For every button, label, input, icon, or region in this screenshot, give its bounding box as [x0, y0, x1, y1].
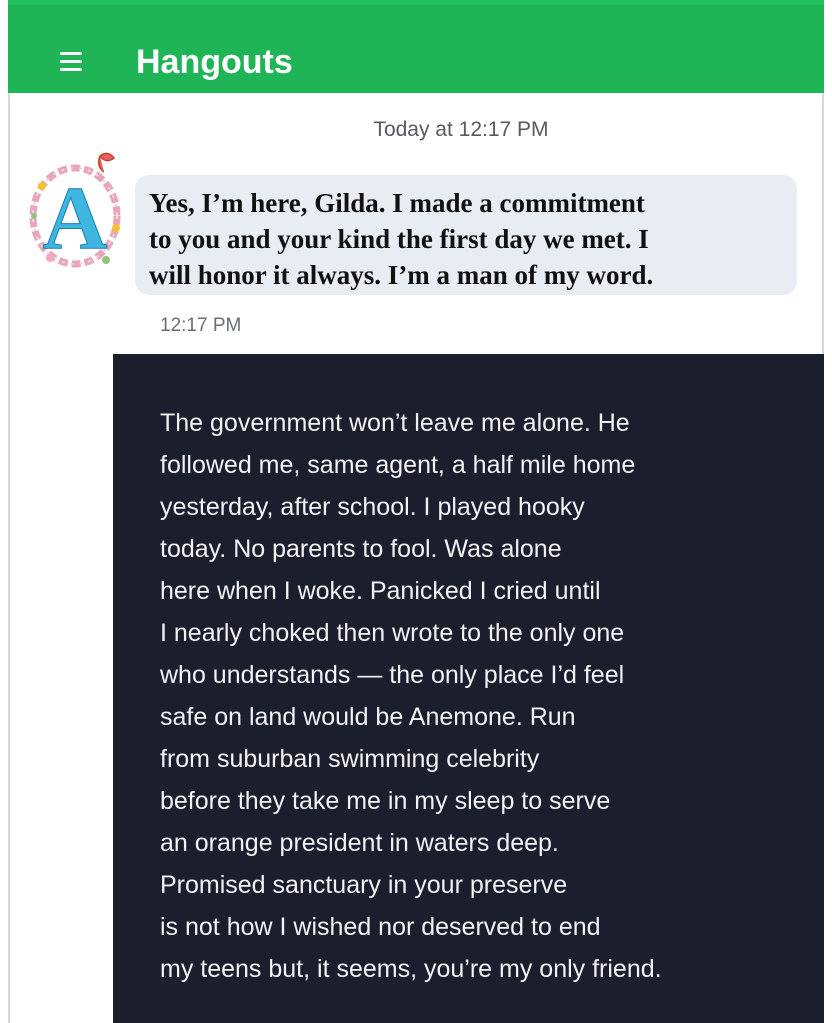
incoming-message-text: Yes, I’m here, Gilda. I made a commitment to you and your kind the first day we met. I will honor it always. I’m a man of my word. [149, 188, 654, 290]
app-title: Hangouts [136, 43, 293, 81]
avatar[interactable] [20, 150, 130, 278]
outgoing-message-text: The government won’t leave me alone. He followed me, same agent, a half mile home yesterday, after school. I played hooky today. No parents to fool. Was alone here when I woke. Panicked I cried until I nearly choked then wrote to the only one who understands — the only place I’d feel safe on land would be Anemone. Run from suburban swimming celebrity before they take me in my sleep to serve an orange president in waters deep. Promised sanctuary in your preserve is not how I wished nor deserved to end my teens but, it seems, you’re my only friend. [160, 409, 662, 983]
hamburger-menu-icon[interactable] [54, 50, 88, 76]
floral-wreath-icon [20, 150, 130, 278]
app-bar [8, 0, 824, 93]
incoming-message-bubble[interactable] [135, 175, 797, 295]
message-timestamp: 12:17 PM [160, 315, 242, 336]
date-header: Today at 12:17 PM [373, 118, 549, 141]
avatar-letter: A [42, 169, 108, 268]
